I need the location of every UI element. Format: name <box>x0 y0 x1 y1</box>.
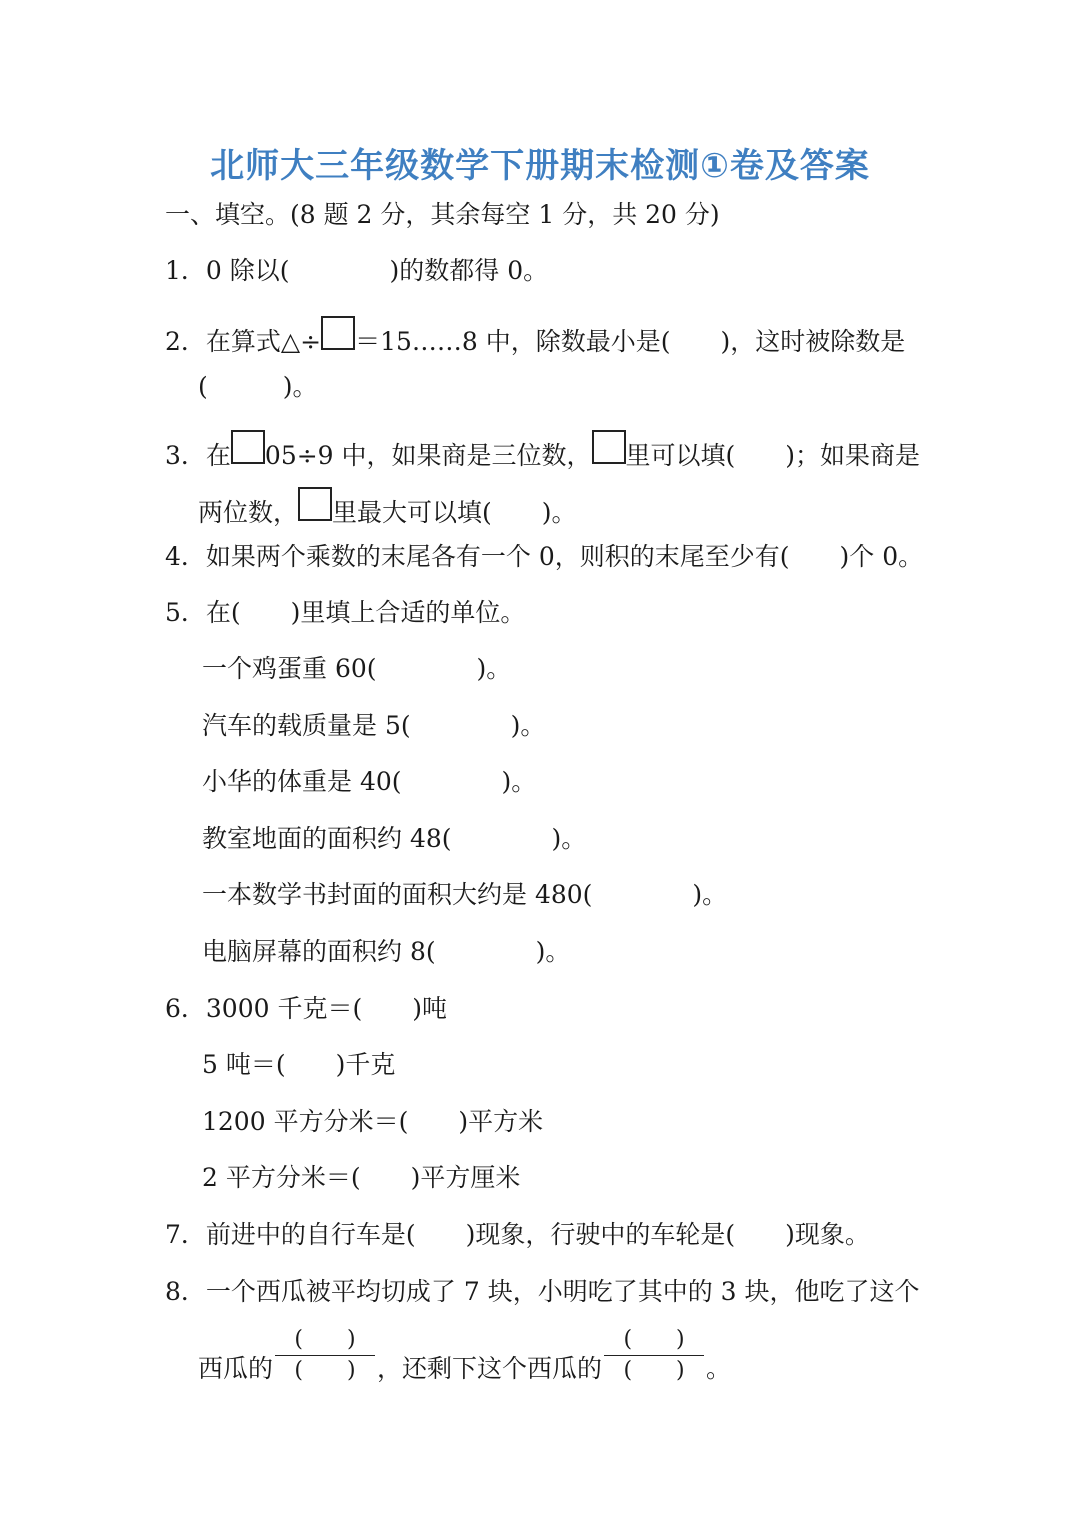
question-text: 西瓜的 <box>198 1354 274 1383</box>
fraction-numerator: ( ) <box>294 1327 356 1352</box>
sub-item: 一本数学书封面的面积大约是 480( )。 <box>202 880 728 909</box>
question-3 <box>165 430 1080 473</box>
question-text: 两位数， <box>198 498 299 527</box>
question-4 <box>165 540 1080 574</box>
fraction-blank <box>275 1325 375 1386</box>
question-1 <box>165 254 1080 288</box>
sub-item: 一个鸡蛋重 60( )。 <box>202 654 512 683</box>
question-number: 6． <box>165 994 206 1023</box>
question-text: ，还剩下这个西瓜的 <box>377 1354 603 1383</box>
question-2 <box>165 316 1080 359</box>
question-text: 一个西瓜被平均切成了 7 块，小明吃了其中的 3 块，他吃了这个 <box>205 1277 920 1306</box>
fraction-numerator: ( ) <box>623 1327 685 1352</box>
fraction-denominator: ( ) <box>623 1358 685 1383</box>
question-text: 05÷9 中，如果商是三位数， <box>264 441 592 470</box>
sub-item: 教室地面的面积约 48( )。 <box>202 824 587 853</box>
question-text: ＝15……8 中，除数最小是( )，这时被除数是 <box>355 327 906 356</box>
question-number: 5． <box>165 598 206 627</box>
question-text: 里可以填( )；如果商是 <box>625 441 921 470</box>
question-number: 2． <box>165 327 206 356</box>
question-3-cont <box>198 487 1080 530</box>
question-8-cont <box>198 1325 1080 1404</box>
blank-box <box>321 316 355 350</box>
blank-box <box>231 430 265 464</box>
question-2-cont: ( )。 <box>198 372 318 401</box>
question-text: 里最大可以填( )。 <box>332 498 577 527</box>
question-number: 1． <box>165 256 206 285</box>
question-text: 在算式△÷ <box>205 327 322 356</box>
fraction-denominator: ( ) <box>294 1358 356 1383</box>
sub-item: 电脑屏幕的面积约 8( )。 <box>202 937 571 966</box>
sub-item: 2 平方分米＝( )平方厘米 <box>202 1163 521 1192</box>
section-heading: 一、填空。(8 题 2 分，其余每空 1 分，共 20 分) <box>165 200 720 229</box>
question-7 <box>165 1218 1080 1252</box>
sub-item: 1200 平方分米＝( )平方米 <box>202 1107 544 1136</box>
sub-item: 3000 千克＝( )吨 <box>205 994 447 1023</box>
sub-item: 汽车的载质量是 5( )。 <box>202 711 546 740</box>
page-title: 北师大三年级数学下册期末检测①卷及答案 <box>210 146 870 186</box>
question-6 <box>165 992 1080 1026</box>
question-text: 如果两个乘数的末尾各有一个 0，则积的末尾至少有( )个 0。 <box>205 542 924 571</box>
question-8 <box>165 1275 1080 1309</box>
question-text: 前进中的自行车是( )现象，行驶中的车轮是( )现象。 <box>205 1220 870 1249</box>
question-number: 4． <box>165 542 206 571</box>
question-5 <box>165 596 1080 630</box>
question-text: 在( )里填上合适的单位。 <box>205 598 526 627</box>
sub-item: 5 吨＝( )千克 <box>202 1050 396 1079</box>
sub-item: 小华的体重是 40( )。 <box>202 767 537 796</box>
question-number: 7． <box>165 1220 206 1249</box>
question-text: 。 <box>706 1354 732 1383</box>
blank-box <box>592 430 626 464</box>
question-number: 3． <box>165 441 206 470</box>
question-number: 8． <box>165 1277 206 1306</box>
question-text: 在 <box>205 441 231 470</box>
blank-box <box>298 487 332 521</box>
fraction-blank <box>604 1325 704 1386</box>
question-text: 0 除以( )的数都得 0。 <box>205 256 549 285</box>
